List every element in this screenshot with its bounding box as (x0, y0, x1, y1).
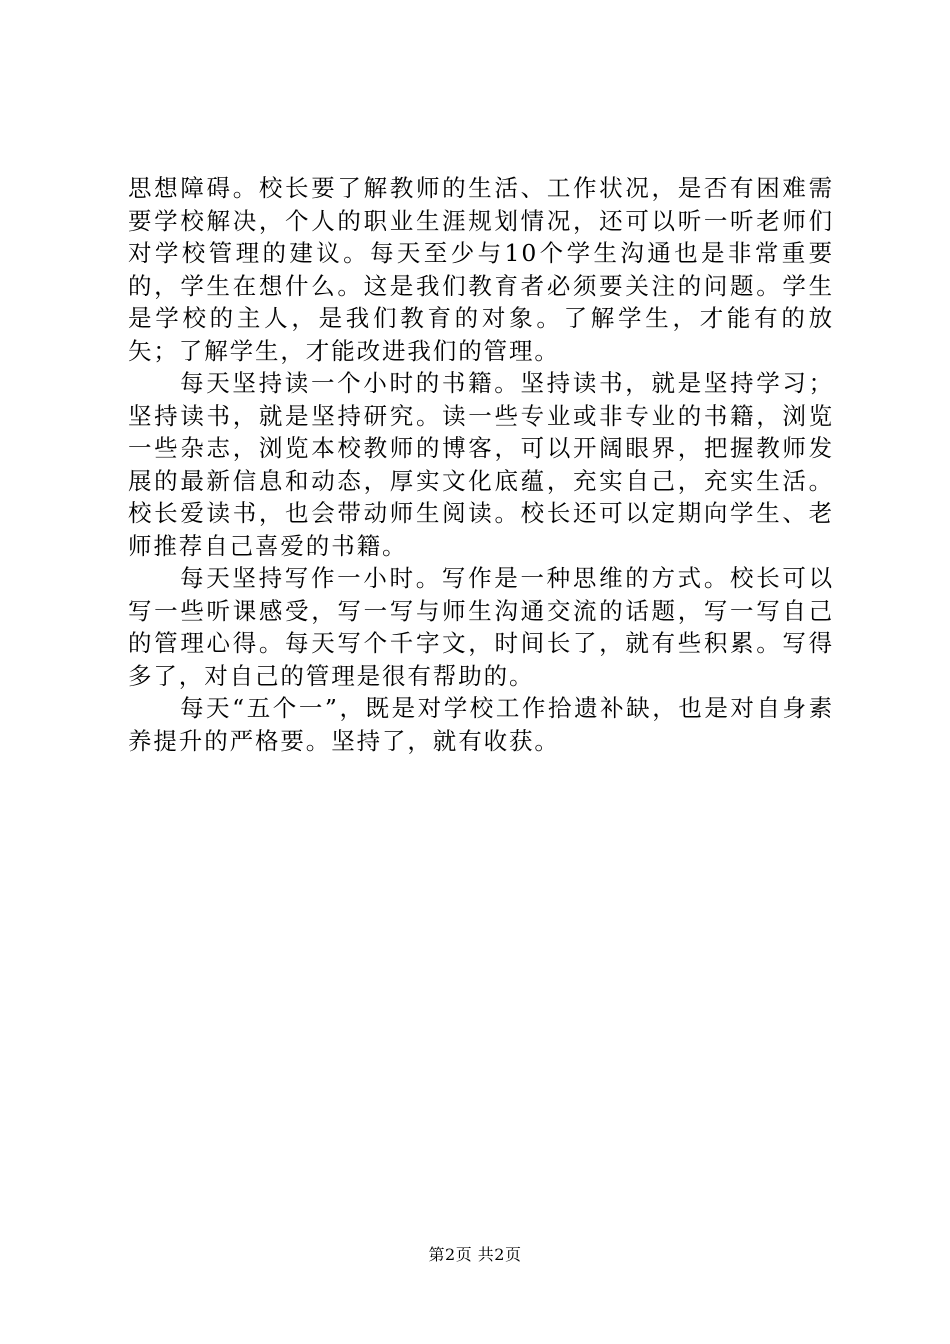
paragraph-4: 每天“五个一”，既是对学校工作拾遗补缺，也是对自身素养提升的严格要。坚持了，就有收获。 (128, 694, 834, 755)
paragraph-1: 思想障碍。校长要了解教师的生活、工作状况，是否有困难需要学校解决，个人的职业生涯规划情况，还可以听一听老师们对学校管理的建议。每天至少与10个学生沟通也是非常重要的，学生在想什么。这是我们教育者必须要关注的问题。学生是学校的主人，是我们教育的对象。了解学生，才能有的放矢；了解学生，才能改进我们的管理。 (128, 174, 834, 365)
paragraph-2: 每天坚持读一个小时的书籍。坚持读书，就是坚持学习；坚持读书，就是坚持研究。读一些专业或非专业的书籍，浏览一些杂志，浏览本校教师的博客，可以开阔眼界，把握教师发展的最新信息和动态，厚实文化底蕴，充实自己，充实生活。校长爱读书，也会带动师生阅读。校长还可以定期向学生、老师推荐自己喜爱的书籍。 (128, 369, 834, 560)
paragraph-3: 每天坚持写作一小时。写作是一种思维的方式。校长可以写一些听课感受，写一写与师生沟通交流的话题，写一写自己的管理心得。每天写个千字文，时间长了，就有些积累。写得多了，对自己的管理是很有帮助的。 (128, 564, 834, 690)
document-body (128, 172, 834, 757)
page-number-footer: 第2页 共2页 (428, 1245, 522, 1264)
